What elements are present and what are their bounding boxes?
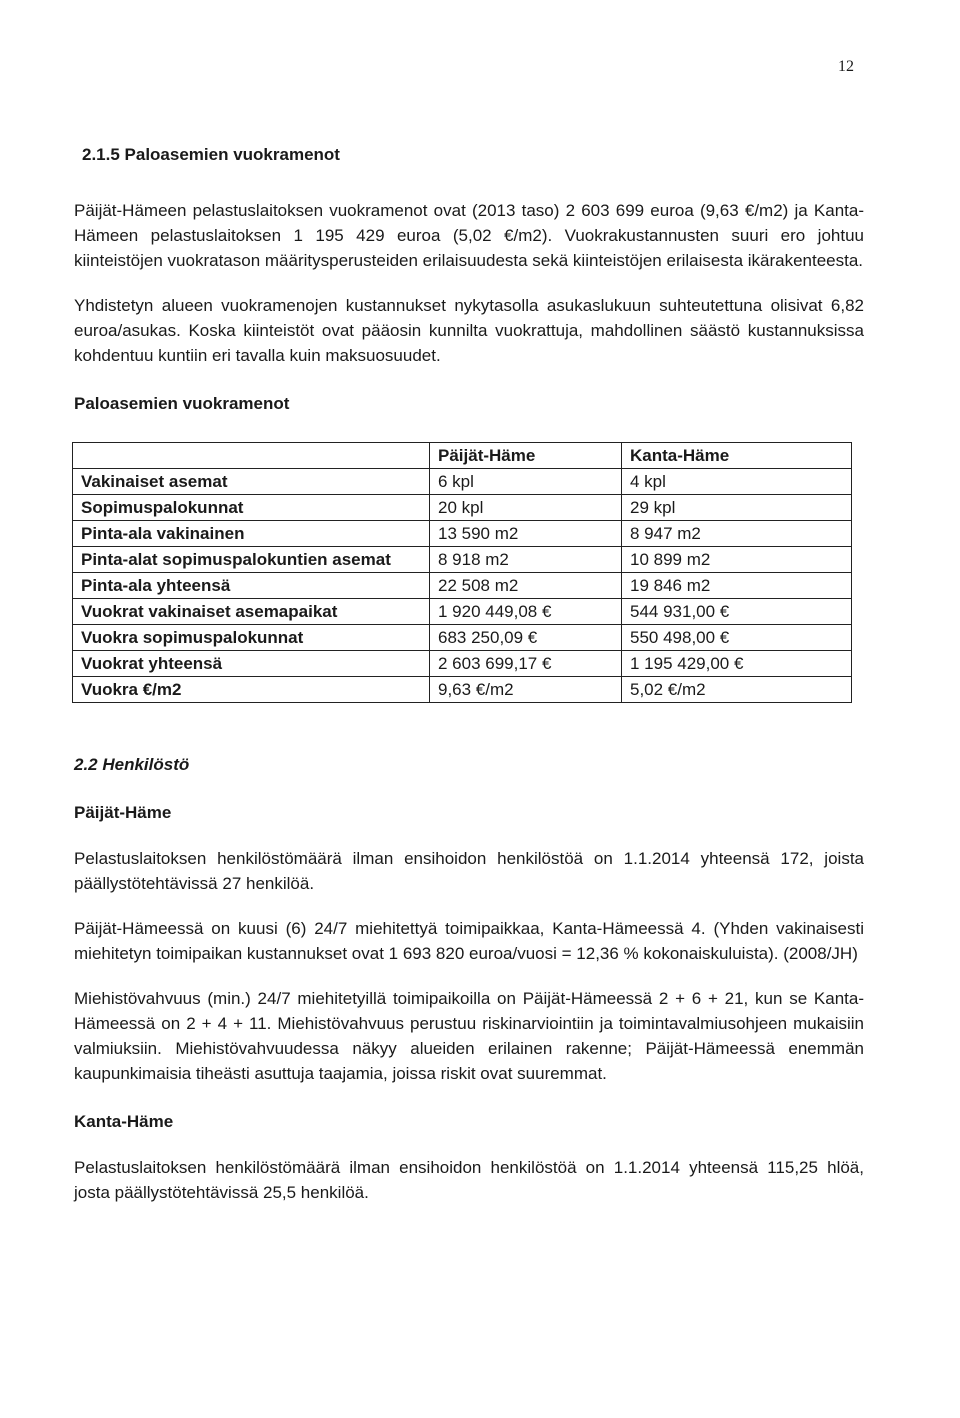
row-label: Pinta-ala vakinainen [73, 521, 430, 547]
cell-paijat-hame: 13 590 m2 [430, 521, 622, 547]
cell-kanta-hame: 19 846 m2 [622, 573, 852, 599]
table-row [73, 677, 852, 703]
cell-paijat-hame: 22 508 m2 [430, 573, 622, 599]
cell-paijat-hame: 683 250,09 € [430, 625, 622, 651]
header-kanta-hame: Kanta-Häme [622, 443, 852, 469]
rent-table [72, 442, 852, 703]
row-label: Pinta-ala yhteensä [73, 573, 430, 599]
heading-paijat-hame: Päijät-Häme [74, 803, 172, 822]
row-label: Pinta-alat sopimuspalokuntien asemat [73, 547, 430, 573]
row-label: Vuokrat yhteensä [73, 651, 430, 677]
row-label: Vakinaiset asemat [73, 469, 430, 495]
table-row [73, 599, 852, 625]
cell-paijat-hame: 9,63 €/m2 [430, 677, 622, 703]
cell-kanta-hame: 1 195 429,00 € [622, 651, 852, 677]
row-label: Sopimuspalokunnat [73, 495, 430, 521]
cell-paijat-hame: 8 918 m2 [430, 547, 622, 573]
table-row [73, 521, 852, 547]
cell-kanta-hame: 5,02 €/m2 [622, 677, 852, 703]
table-row [73, 651, 852, 677]
paragraph-paijat-hame-crew: Miehistövahvuus (min.) 24/7 miehitetyillä toimipaikoilla on Päijät-Hämeessä 2 + 6 + 21, kun se Kanta-Hämeessä on 2 + 4 + 11. Miehistövahvuus perustuu riskinarviointiin ja toimintavalmiusohjeen mukaisiin valmiuksiin. Miehistövahvuudessa näkyy alueiden erilainen rakenne; Päijät-Hämeessä enemmän kaupunkimaisia tiheästi asuttuja taajamia, joissa riskit ovat suuremmat. [74, 989, 864, 1083]
table-header-row [73, 443, 852, 469]
table-row [73, 547, 852, 573]
paragraph-paijat-hame-stations: Päijät-Hämeessä on kuusi (6) 24/7 miehitettyä toimipaikkaa, Kanta-Hämeessä 4. (Yhden vakinaisesti miehitetyn toimipaikan kustannukset ovat 1 693 820 euroa/vuosi = 12,36 % kokonaiskuluista). (2008/JH) [74, 919, 864, 963]
cell-kanta-hame: 4 kpl [622, 469, 852, 495]
cell-kanta-hame: 10 899 m2 [622, 547, 852, 573]
paragraph-rent-combined: Yhdistetyn alueen vuokramenojen kustannukset nykytasolla asukaslukuun suhteutettuna olisivat 6,82 euroa/asukas. Koska kiinteistöt ovat pääosin kunnilta vuokrattuja, mahdollinen säästö kustannuksissa kohdentuu kuntiin eri tavalla kuin maksuosuudet. [74, 296, 864, 365]
document-body [72, 145, 864, 1225]
row-label: Vuokrat vakinaiset asemapaikat [73, 599, 430, 625]
paragraph-rent-intro: Päijät-Hämeen pelastuslaitoksen vuokramenot ovat (2013 taso) 2 603 699 euroa (9,63 €/m2) ja Kanta-Hämeen pelastuslaitoksen 1 195 429 euroa (5,02 €/m2). Vuokrakustannusten suuri ero johtuu kiinteistöjen vuokratason määritysperusteiden erilaisuudesta sekä kiinteistöjen erilaisesta ikärakenteesta. [74, 201, 864, 270]
cell-paijat-hame: 1 920 449,08 € [430, 599, 622, 625]
row-label: Vuokra €/m2 [73, 677, 430, 703]
table-row [73, 625, 852, 651]
table-row [73, 573, 852, 599]
paragraph-kanta-hame-staff: Pelastuslaitoksen henkilöstömäärä ilman ensihoidon henkilöstöä on 1.1.2014 yhteensä 115,25 hlöä, josta päällystötehtävissä 25,5 henkilöä. [74, 1158, 864, 1202]
cell-paijat-hame: 20 kpl [430, 495, 622, 521]
cell-kanta-hame: 8 947 m2 [622, 521, 852, 547]
heading-kanta-hame: Kanta-Häme [74, 1112, 174, 1131]
page-number: 12 [838, 58, 854, 75]
table-row [73, 469, 852, 495]
table-title: Paloasemien vuokramenot [74, 394, 290, 413]
cell-kanta-hame: 550 498,00 € [622, 625, 852, 651]
cell-paijat-hame: 6 kpl [430, 469, 622, 495]
cell-kanta-hame: 29 kpl [622, 495, 852, 521]
header-paijat-hame: Päijät-Häme [430, 443, 622, 469]
table-row [73, 495, 852, 521]
section-title: 2.1.5 Paloasemien vuokramenot [82, 145, 340, 164]
header-empty [73, 443, 430, 469]
cell-kanta-hame: 544 931,00 € [622, 599, 852, 625]
cell-paijat-hame: 2 603 699,17 € [430, 651, 622, 677]
personnel-title: 2.2 Henkilöstö [74, 755, 190, 774]
row-label: Vuokra sopimuspalokunnat [73, 625, 430, 651]
paragraph-paijat-hame-staff: Pelastuslaitoksen henkilöstömäärä ilman ensihoidon henkilöstöä on 1.1.2014 yhteensä 172, joista päällystötehtävissä 27 henkilöä. [74, 849, 864, 893]
